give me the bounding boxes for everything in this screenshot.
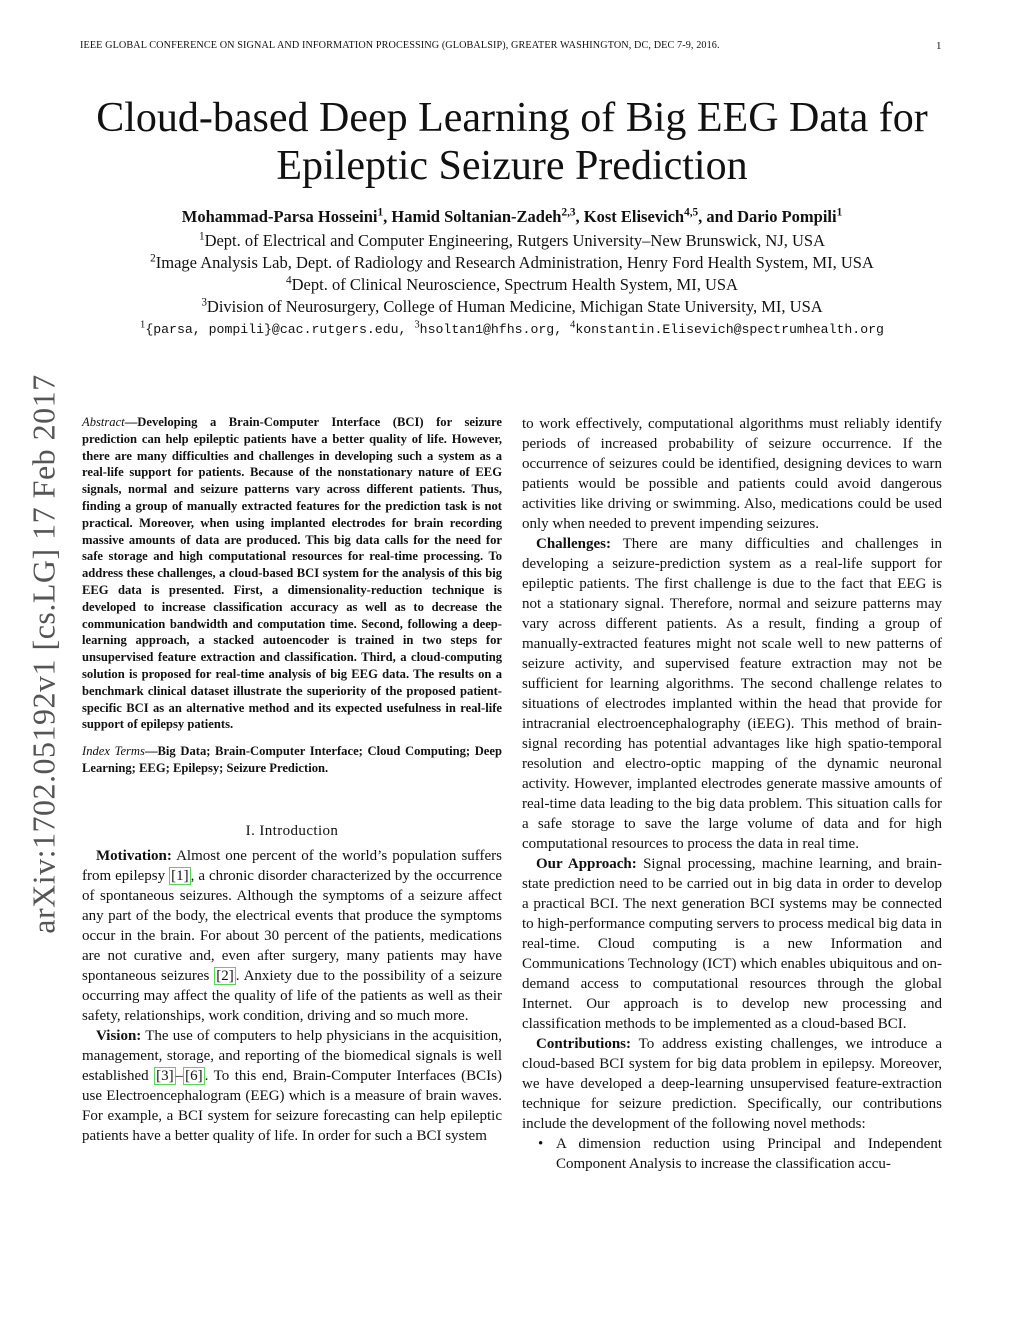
email: hsoltan1@hfhs.org, bbox=[419, 322, 571, 337]
running-head: IEEE GLOBAL CONFERENCE ON SIGNAL AND INFORMATION PROCESSING (GLOBALSIP), GREATER WASHINGTON, DC, DEC 7-9, 2016. bbox=[80, 40, 720, 51]
approach-paragraph: Our Approach: Signal processing, machine learning, and brain-state prediction need to be carried out in big data in order to develop a practical BCI. The next generation BCI systems may be connected to high-performance computing servers to process medical big data in real-time. Cloud computing is a new Information and Communications Technology (ICT) which enables ubiquitous and on-demand access to computational resources through the global Internet. Our approach is to develop new processing and classification methods to be implemented as a cloud-based BCI. bbox=[522, 856, 943, 1032]
abstract-label: Abstract bbox=[82, 415, 125, 429]
affiliation: $^4$Dept. of Clinical Neuroscience, Spectrum Health System, MI, USA bbox=[286, 274, 738, 294]
index-terms-label: Index Terms bbox=[82, 744, 145, 759]
email-list: $^1${parsa, pompili}@cac.rutgers.edu, $^3$hsoltan1@hfhs.org, $^4$konstantin.Elisevich@spectrumhealth.org bbox=[140, 319, 884, 337]
citation-link[interactable]: [6] bbox=[185, 1067, 203, 1084]
left-column bbox=[82, 414, 502, 1146]
contributions-paragraph: Contributions: To address existing challenges, we introduce a cloud-based BCI system for big data problem in epilepsy. Moreover, we have developed a deep-learning unsupervised feature-extraction technique for seizure prediction. Specifically, our contributions include the development of the following novel methods: bbox=[522, 1036, 942, 1132]
email: konstantin.Elisevich@spectrumhealth.org bbox=[575, 322, 884, 337]
citation-link[interactable]: [2] bbox=[216, 967, 234, 984]
author-name: Kost Elisevich bbox=[583, 207, 685, 226]
vision-paragraph: Vision: The use of computers to help physicians in the acquisition, management, storage, and reporting of the biomedical signals is well established [3] – [6] . To this end, Brain-Computer Interfaces (BCIs) use Electroencephalogram (EEG) which is a measure of brain waves. For example, a BCI system for seizure forecasting can help epileptic patients have a better quality of life. In order for such a BCI system bbox=[82, 1027, 502, 1144]
author-name: Hamid Soltanian-Zadeh bbox=[391, 207, 562, 226]
citation-link[interactable]: [1] bbox=[171, 867, 189, 884]
author-sup: 1 bbox=[377, 206, 384, 219]
arxiv-stamp: arXiv:1702.05192v1 [cs.LG] 17 Feb 2017 bbox=[25, 374, 62, 934]
author-sup: 2,3 bbox=[561, 206, 576, 219]
section-heading: I. Introduction bbox=[245, 822, 339, 839]
paragraph-label: Contributions: bbox=[536, 1036, 632, 1052]
vision-continuation: to work effectively, computational algorithms must reliably identify periods of increased probability of seizure occurrence. If the occurrence of seizures could be identified, designing devices to warn patients would be possible and patients could avoid dangerous activities like driving or swimming. Also, medications could be used only when needed to prevent impending seizures. bbox=[522, 416, 942, 532]
affiliation: $^2$Image Analysis Lab, Dept. of Radiology and Research Administration, Henry Ford Health System, MI, USA bbox=[150, 252, 874, 272]
affiliation: $^3$Division of Neurosurgery, College of Human Medicine, Michigan State University, MI, USA bbox=[201, 296, 823, 316]
paragraph-label: Our Approach: bbox=[536, 856, 637, 872]
paragraph-label: Motivation: bbox=[96, 847, 172, 864]
paragraph-label: Vision: bbox=[96, 1027, 142, 1044]
abstract: Abstract—Developing a Brain-Computer Interface (BCI) for seizure prediction can help epileptic patients have a better quality of life. However, there are many difficulties and challenges in developing such a system as a real-life support for patients. Because of the nonstationary nature of EEG signals, normal and seizure patterns vary across different patients. Thus, finding a group of manually extracted features for the prediction task is not practical. Moreover, when using implanted electrodes for brain recording massive amounts of data are produced. This big data calls for the need for safe storage and high computational resources for real-time processing. To address these challenges, a cloud-based BCI system for the analysis of this big EEG data is presented. First, a dimensionality-reduction technique is developed to increase classification accuracy as well as to decrease the communication bandwidth and computation time. Second, following a deep-learning approach, a stacked autoencoder is trained in two steps for unsupervised feature extraction and classification. Third, a cloud-computing solution is proposed for real-time analysis of big EEG data. The results on a benchmark clinical dataset illustrate the superiority of the proposed patient-specific BCI as an alternative method and its expected usefulness in real-life support of epilepsy patients. bbox=[82, 415, 502, 732]
list-item: • A dimension reduction using Principal and Independent Component Analysis to increase the classification accu- bbox=[556, 1134, 942, 1174]
author-list: Mohammad-Parsa Hosseini$^1$, Hamid Soltanian-Zadeh$^{2,3}$, Kost Elisevich$^{4,5}$, and Dario Pompili$^1$ bbox=[181, 206, 843, 226]
email: {parsa, pompili}@cac.rutgers.edu, bbox=[145, 322, 415, 337]
author-sup: 1 bbox=[836, 206, 843, 219]
author-name: Dario Pompili bbox=[737, 207, 837, 226]
motivation-paragraph: Motivation: Almost one percent of the world’s population suffers from epilepsy [1] , a chronic disorder characterized by the occurrence of spontaneous seizures. Although the symptoms of a seizure affect any part of the body, the electrical events that produce the symptoms occur in the brain. For about 30 percent of the patients, medications are not curative and, even after surgery, many patients may have spontaneous seizures [2] . Anxiety due to the possibility of a seizure occurring may affect the quality of life of the patients as well as their safety, relationships, work condition, driving and so much more. bbox=[82, 847, 502, 1024]
challenges-paragraph: Challenges: There are many difficulties and challenges in developing a seizure-prediction system as a real-life support for epileptic patients. The first challenge is due to the fact that EEG is not a stationary signal. Therefore, normal and seizure patterns may vary across different patients. As a result, finding a group of manually-extracted features might not scale well to new patterns of seizure activity, and supervised feature extraction may not be sufficient for learning algorithms. The second challenge relates to situations of electrodes implanted within the head that provide for intracranial electroencephalography (iEEG). This method of brain-signal recording has potential advantages like high spatio-temporal resolution and electro-optic mapping of the dynamic neuronal activity. However, implanted electrodes generate massive amounts of real-time data leading to the big data problem. This situation calls for a safe storage to save the large volume of data and for high computational resources to process the data in real time. bbox=[522, 536, 942, 852]
affiliation: $^1$Dept. of Electrical and Computer Engineering, Rutgers University–New Brunswick, NJ, USA bbox=[198, 230, 826, 250]
author-name: Mohammad-Parsa Hosseini bbox=[181, 207, 378, 226]
page-number: 1 bbox=[936, 40, 942, 52]
author-sup: 4,5 bbox=[684, 206, 699, 219]
citation-link[interactable]: [3] bbox=[156, 1067, 174, 1084]
paper-title: Cloud-based Deep Learning of Big EEG Data for Epileptic Seizure Prediction bbox=[96, 95, 928, 189]
contribution-list bbox=[522, 1134, 942, 1174]
index-terms: Index Terms—Big Data; Brain-Computer Interface; Cloud Computing; Deep Learning; EEG; Epilepsy; Seizure Prediction. bbox=[82, 744, 502, 775]
paragraph-label: Challenges: bbox=[536, 536, 611, 552]
right-column bbox=[522, 414, 942, 1174]
